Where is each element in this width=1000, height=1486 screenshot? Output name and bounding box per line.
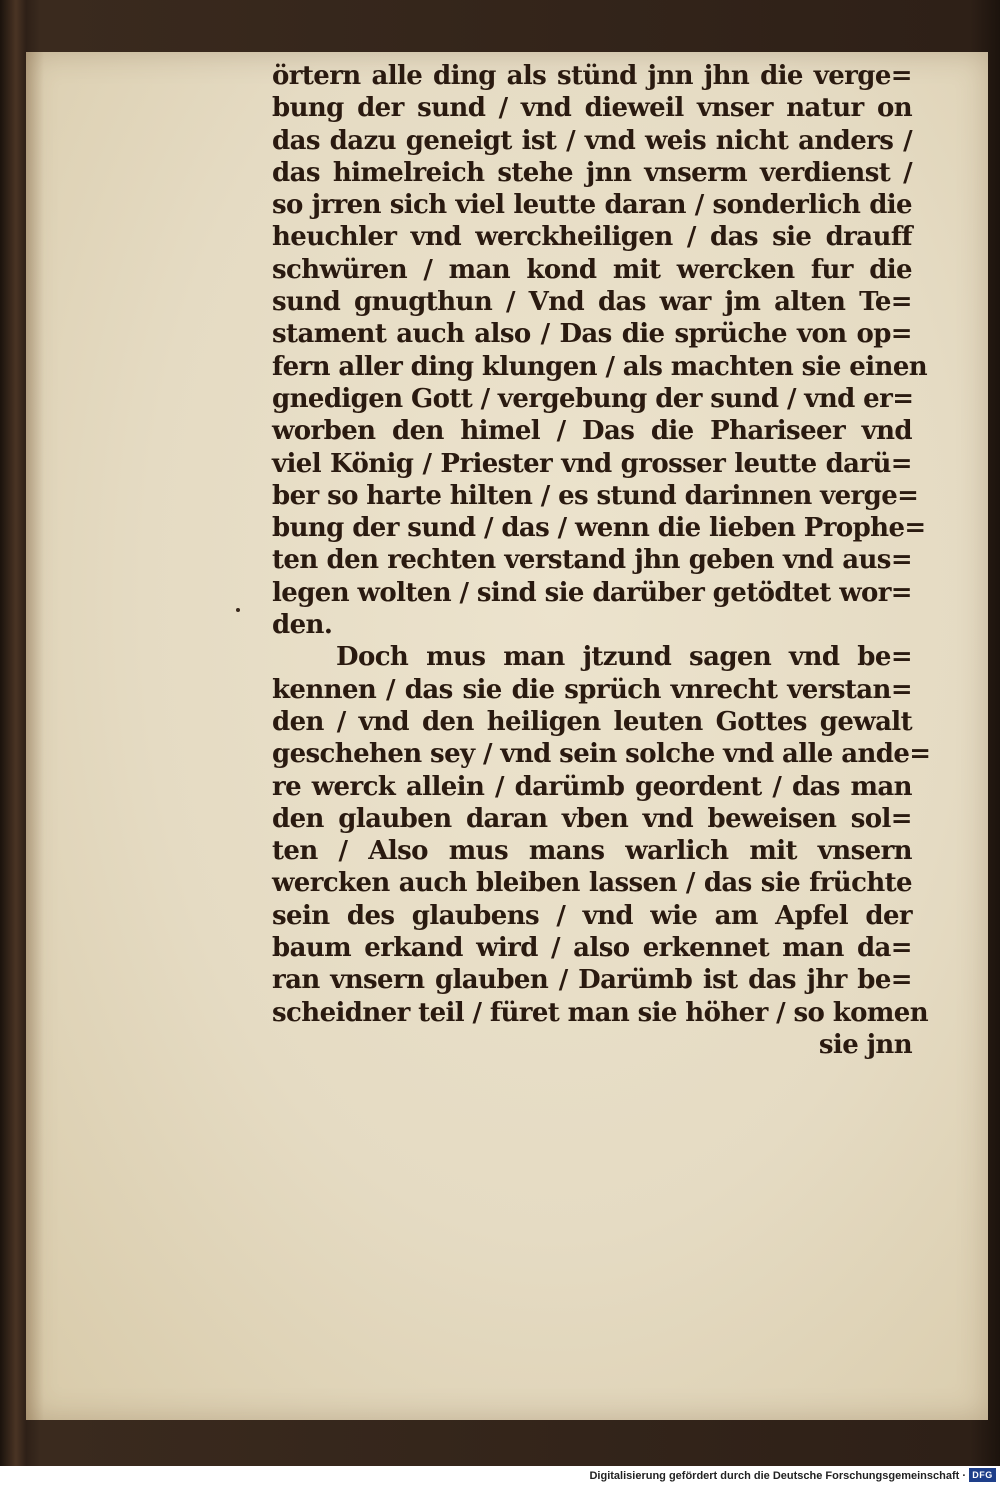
text-line: legen wolten / sind sie darüber getödtet wor= xyxy=(272,577,912,608)
text-line: fern aller ding klungen / als machten sie einen xyxy=(272,351,928,382)
text-line: ten / Also mus mans warlich mit vnsern xyxy=(272,836,912,867)
text-line: ber so harte hilten / es stund darinnen verge= xyxy=(272,480,919,511)
page-text xyxy=(272,60,931,1061)
text-line: baum erkand wird / also erkennet man da= xyxy=(272,933,912,964)
text-line: stament auch also / Das die sprüche von op= xyxy=(272,319,912,350)
text-line: scheidner teil / füret man sie höher / so komen xyxy=(272,997,929,1028)
text-line: sein des glaubens / vnd wie am Apfel der xyxy=(272,900,912,931)
text-line: schwüren / man kond mit wercken fur die xyxy=(272,254,912,285)
digitization-credit: Digitalisierung gefördert durch die Deutsche Forschungsgemeinschaft · xyxy=(589,1470,966,1482)
text-line: heuchler vnd werckheiligen / das sie drauff xyxy=(272,222,912,253)
text-line: das himelreich stehe jnn vnserm verdienst / xyxy=(272,157,912,188)
text-line: viel König / Priester vnd grosser leutte darü= xyxy=(272,448,912,479)
text-line: den. xyxy=(272,610,333,641)
text-line: gnedigen Gott / vergebung der sund / vnd er= xyxy=(272,383,914,414)
text-line: ran vnsern glauben / Darümb ist das jhr be= xyxy=(272,965,912,996)
text-line: so jrren sich viel leutte daran / sonderlich die xyxy=(272,190,912,221)
text-line: kennen / das sie die sprüch vnrecht verstan= xyxy=(272,674,912,705)
text-line: örtern alle ding als stünd jnn jhn die verge= xyxy=(272,61,912,91)
text-line: den / vnd den heiligen leuten Gottes gewalt xyxy=(272,706,912,737)
ink-speck xyxy=(236,608,240,612)
text-line: das dazu geneigt ist / vnd weis nicht anders / xyxy=(272,125,912,156)
text-line: bung der sund / vnd dieweil vnser natur on xyxy=(272,93,912,124)
text-line: wercken auch bleiben lassen / das sie früchte xyxy=(272,868,912,899)
text-line: den glauben daran vben vnd beweisen sol= xyxy=(272,803,912,834)
text-line: ten den rechten verstand jhn geben vnd aus= xyxy=(272,545,912,576)
page-edge-shadow xyxy=(26,52,44,1420)
text-line: geschehen sey / vnd sein solche vnd alle ande= xyxy=(272,739,931,770)
text-line: worben den himel / Das die Phariseer vnd xyxy=(272,416,912,447)
text-line: re werck allein / darümb geordent / das man xyxy=(272,771,912,802)
text-line: bung der sund / das / wenn die lieben Prophe= xyxy=(272,513,926,544)
dfg-logo: DFG xyxy=(969,1468,996,1482)
catchword: sie jnn xyxy=(818,1029,912,1060)
text-line: sund gnugthun / Vnd das war jm alten Te= xyxy=(272,287,912,318)
text-line: Doch mus man jtzund sagen vnd be= xyxy=(336,642,912,673)
